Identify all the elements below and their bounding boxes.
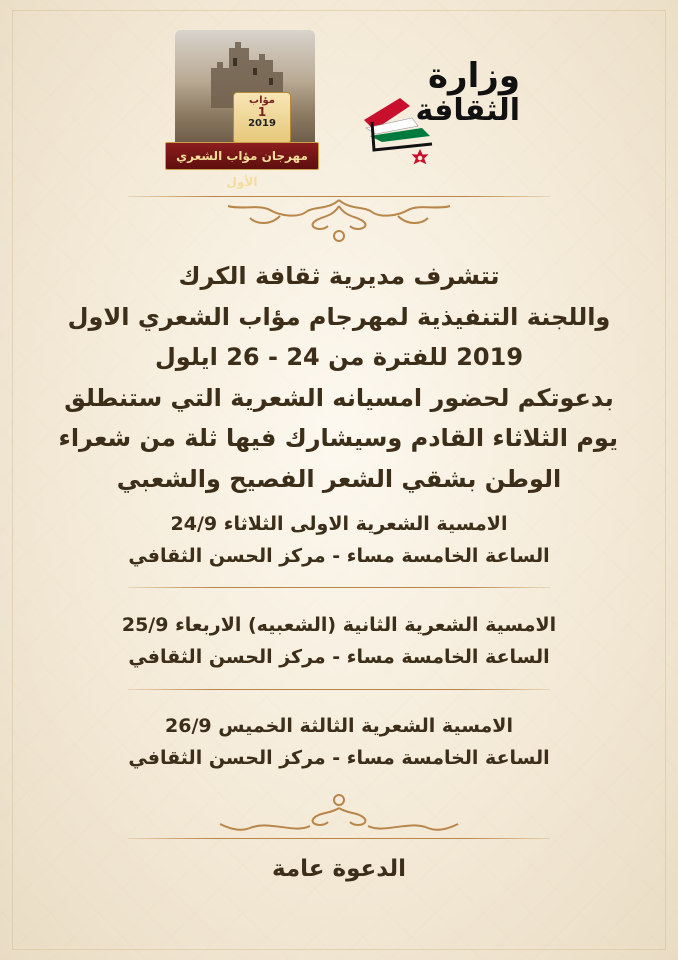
festival-banner: مهرجان مؤاب الشعري الأول <box>165 142 319 170</box>
top-ornament <box>210 196 468 246</box>
book-flag-icon <box>360 78 440 168</box>
event-detail: الساعة الخامسة مساء - مركز الحسن الثقافي <box>128 545 550 567</box>
ministry-of-culture-logo <box>360 58 520 170</box>
intro-line: بدعوتكم لحضور امسيانه الشعرية التي ستنطلق <box>64 383 614 412</box>
badge-year: 2019 <box>248 118 276 129</box>
star-icon <box>411 149 428 164</box>
intro-line: الوطن بشقي الشعر الفصيح والشعبي <box>116 464 562 493</box>
event-title: الامسية الشعرية الثالثة الخميس 26/9 <box>165 715 513 737</box>
public-invitation-note: الدعوة عامة <box>271 856 407 882</box>
intro-line: يوم الثلاثاء القادم وسيشارك فيها ثلة من شعراء <box>58 424 618 452</box>
event-title: الامسية الشعرية الاولى الثلاثاء 24/9 <box>170 513 508 535</box>
intro-line: واللجنة التنفيذية لمهرجام مؤاب الشعري الاول <box>67 302 611 331</box>
badge-number: 1 <box>257 105 267 119</box>
badge-name: مؤاب <box>249 95 275 106</box>
bottom-divider <box>128 838 550 839</box>
bottom-ornament <box>210 790 468 840</box>
event-divider <box>128 689 550 690</box>
event-3 <box>60 710 618 774</box>
event-divider <box>128 587 550 588</box>
festival-logo <box>165 30 317 189</box>
event-1 <box>60 508 618 572</box>
event-detail: الساعة الخامسة مساء - مركز الحسن الثقافي <box>128 747 550 769</box>
ministry-logo-line2: الثقافة <box>415 93 520 128</box>
ministry-logo-line1: وزارة <box>427 56 520 96</box>
invitation-text <box>60 256 618 499</box>
event-detail: الساعة الخامسة مساء - مركز الحسن الثقافي <box>128 646 550 668</box>
festival-badge <box>233 92 291 142</box>
intro-line: تتشرف مديرية ثقافة الكرك <box>178 262 500 290</box>
event-title: الامسية الشعرية الثانية (الشعبيه) الاربعاء 25/9 <box>121 614 557 636</box>
karak-castle-image <box>175 30 315 142</box>
event-2 <box>60 609 618 673</box>
intro-line: 2019 للفترة من 24 - 26 ايلول <box>154 343 524 371</box>
